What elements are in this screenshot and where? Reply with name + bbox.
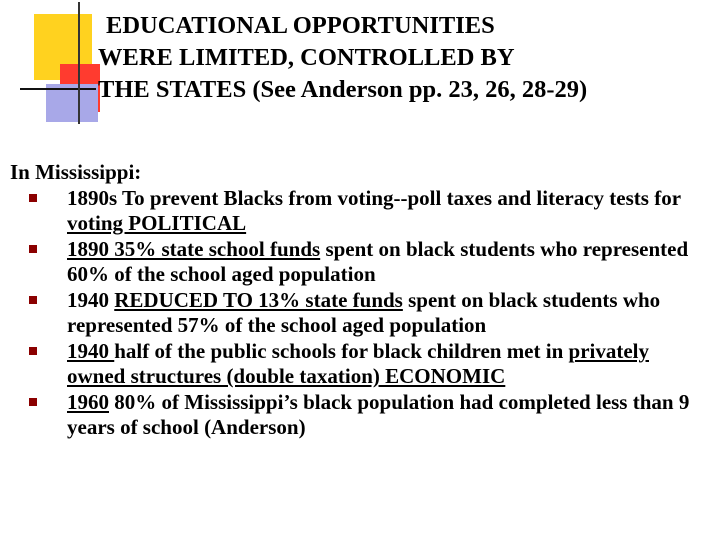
decor-vertical-line: [78, 2, 80, 124]
underlined-text: REDUCED TO 13% state funds: [114, 288, 403, 312]
square-bullet-icon: [29, 398, 37, 406]
list-item: [10, 288, 710, 338]
list-item: [10, 186, 710, 236]
title-line-1: EDUCATIONAL OPPORTUNITIES: [106, 12, 495, 39]
decor-horizontal-line: [20, 88, 96, 90]
bullet-list: [10, 186, 710, 440]
slide-title: [98, 10, 698, 106]
title-line-3: THE STATES (See Anderson pp. 23, 26, 28-29): [98, 76, 588, 103]
item-text: spent on black students who represented 57% of the school aged population: [67, 288, 661, 337]
underlined-text: privately owned structures (double taxation) ECONOMIC: [67, 339, 649, 388]
underlined-text: 1940: [67, 339, 115, 363]
square-bullet-icon: [29, 296, 37, 304]
item-text: 1940: [67, 288, 115, 312]
underlined-text: 1890 35% state school funds: [67, 237, 321, 261]
list-item: [10, 339, 710, 389]
underlined-text: voting POLITICAL: [67, 211, 247, 235]
item-text: half of the public schools for black children met in: [114, 339, 569, 363]
list-item: [10, 390, 710, 440]
square-bullet-icon: [29, 245, 37, 253]
underlined-text: 1960: [67, 390, 109, 414]
item-text: 80% of Mississippi’s black population had completed less than 9 years of school (Anderson): [67, 390, 690, 439]
item-text: spent on black students who represented 60% of the school aged population: [67, 237, 689, 286]
section-heading: In Mississippi:: [10, 160, 142, 184]
list-item: [10, 237, 710, 287]
square-bullet-icon: [29, 347, 37, 355]
item-text: 1890s To prevent Blacks from voting--poll taxes and literacy tests for: [67, 186, 681, 210]
slide-body: [10, 160, 710, 441]
title-line-2: WERE LIMITED, CONTROLLED BY: [98, 44, 515, 71]
square-bullet-icon: [29, 194, 37, 202]
